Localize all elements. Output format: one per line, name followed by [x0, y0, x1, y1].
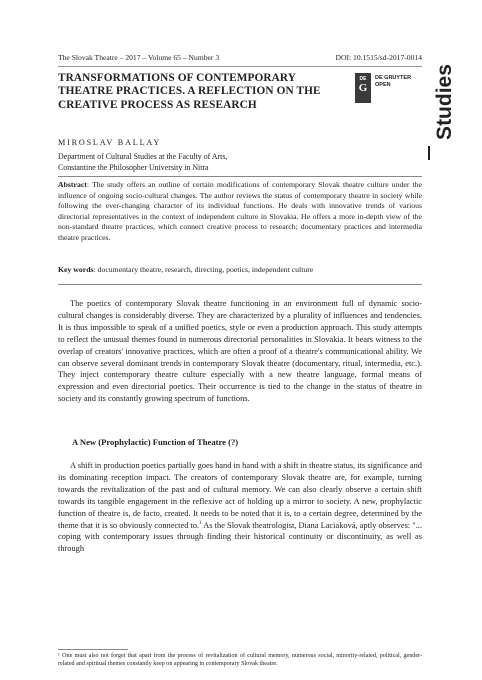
body-paragraph-1: The poetics of contemporary Slovak theatre functioning in an environment full of dynamic socio-cultural changes is considerably diverse. They are characterized by a plurality of influences and tendencies. It is thus impossible to speak of a unified poetics, style or even a production approach. This study attempts to reflect the unusual themes found in numerous directorial personalities in Slovakia. It bears witness to the overlap of creators' innovative practices, which are often a proof of a theatre's communicational ability. We can observe several dominant trends in contemporary Slovak theatre (documentary, ritual, intermedia, etc.). They inject contemporary theatre culture especially with a new theatre language, formal means of expression and even directorial poetics. Their occurrence is tied to the change in the status of theatre in society and its constantly growing spectrum of functions.	[58, 299, 422, 404]
publisher-logo	[355, 73, 412, 103]
doi: DOI: 10.1515/sd-2017-0014	[335, 53, 422, 62]
section-tab-label: Studies	[433, 64, 456, 140]
footnote: ¹ One must also not forget that apart from the process of revitalization of cultural memory, numerous social, minority-related, political, gender-related and spiritual themes constantly keep on appearing in contemporary Slovak theatre.	[58, 653, 422, 668]
section-heading: A New (Prophylactic) Function of Theatre (?)	[72, 437, 239, 447]
author-name: MIROSLAV BALLAY	[58, 138, 162, 147]
publisher-logo-text: DE GRUYTER OPEN	[375, 75, 412, 88]
section-tab-marker	[428, 146, 430, 160]
footnote-mark[interactable]: 1	[199, 520, 202, 526]
publisher-logo-mark: DE G	[355, 73, 371, 103]
abstract-label: Abstract	[58, 180, 87, 189]
author-affiliation: Department of Cultural Studies at the Faculty of Arts, Constantine the Philosopher University in Nitra	[58, 152, 228, 172]
header-rule	[58, 66, 422, 67]
journal-info: The Slovak Theatre – 2017 – Volume 65 – Number 3	[58, 53, 220, 62]
keywords-text: : documentary theatre, research, directing, poetics, independent culture	[93, 265, 314, 274]
footnote-rule	[58, 649, 128, 650]
article-title: TRANSFORMATIONS OF CONTEMPORARY THEATRE PRACTICES. A REFLECTION ON THE CREATIVE PROCESS AS RESEARCH	[58, 72, 321, 111]
abstract	[58, 180, 422, 244]
keywords-label: Key words	[58, 265, 94, 274]
section-tab	[430, 60, 460, 150]
keywords	[58, 265, 422, 276]
abstract-text: : The study offers an outline of certain modifications of contemporary Slovak theatre culture under the influence of ongoing socio-cultural changes. The author reviews the status of contemporary theatre in society while following the ever-changing character of its individual functions. He deals with innovative trends of various directorial representatives in the context of independent culture in Slovakia. He offers a more in-depth view of the non-standard theatre practices, which connect creative process to research; documentary practices and intermedia theatre practices.	[58, 180, 422, 242]
body-paragraph-2: A shift in production poetics partially goes hand in hand with a shift in theatre status, its significance and its dominating reception impact. The creators of contemporary Slovak theatre are, for example, turning towards the revitalization of the past and of cultural memory. We can also clearly observe a certain shift towards its tangible engagement in the reflexive act of holding up a mirror to society. A new, prophylactic function of theatre is, de facto, created. It needs to be noted that it is, to a certain degree, determined by the theme that it is so obviously connected to.$^1$ As the Slovak theatrologist, Diana Laciaková, aptly observes: "... coping with contemporary issues through finding their historical continuity or discontinuity, as well as through	[58, 461, 422, 554]
